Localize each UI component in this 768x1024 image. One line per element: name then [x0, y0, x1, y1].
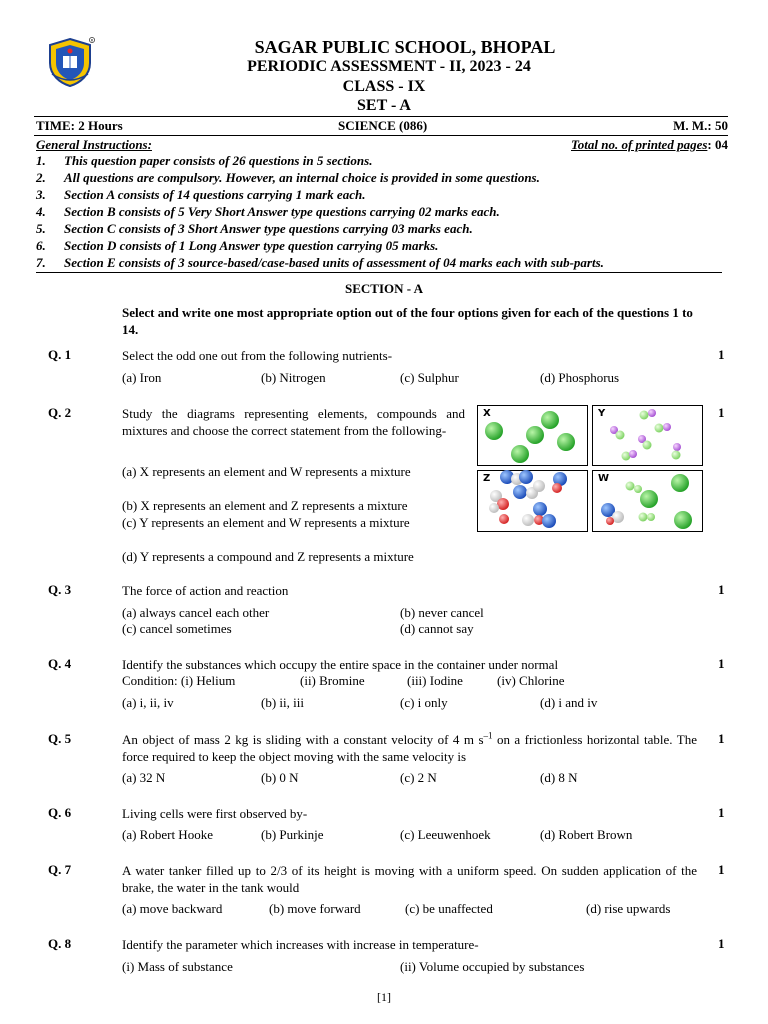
q5-option-c: (c) 2 N [400, 770, 437, 785]
instruction-item: 1. This question paper consists of 26 questions in 5 sections. [36, 153, 373, 168]
exam-title: PERIODIC ASSESSMENT - II, 2023 - 24 [247, 58, 531, 75]
q2-number: Q. 2 [48, 405, 72, 420]
diagram-panel-w [593, 471, 703, 532]
diagram-panel-y [593, 406, 703, 466]
q4-condition-bromine: (ii) Bromine [300, 673, 365, 688]
svg-text:R: R [90, 38, 94, 43]
instruction-item: 4. Section B consists of 5 Very Short Answer type questions carrying 02 marks each. [36, 204, 500, 219]
q8-option-ii: (ii) Volume occupied by substances [400, 959, 585, 974]
instruction-item: 3. Section A consists of 14 questions carrying 1 mark each. [36, 187, 366, 202]
q3-option-a: (a) always cancel each other [122, 605, 270, 620]
q7-marks: 1 [718, 862, 725, 877]
q5-text: An object of mass 2 kg is sliding with a constant velocity of 4 m $s^{-1}$ on a frictionless horizontal table. The force required to keep the object moving with the same velocity is [122, 730, 697, 764]
diagram-label-w: W [598, 473, 610, 484]
q1-number: Q. 1 [48, 347, 72, 362]
q8-text: Identify the parameter which increases with increase in temperature- [122, 937, 479, 952]
instructions-rule [36, 272, 722, 273]
q3-option-b: (b) never cancel [400, 605, 484, 620]
diagram-panel-z [478, 470, 588, 532]
q5-option-b: (b) 0 N [261, 770, 299, 785]
q6-option-a: (a) Robert Hooke [122, 827, 213, 842]
instruction-item: 5. Section C consists of 3 Short Answer type questions carrying 03 marks each. [36, 221, 473, 236]
q6-option-c: (c) Leeuwenhoek [400, 827, 491, 842]
instruction-item: 6. Section D consists of 1 Long Answer type question carrying 05 marks. [36, 238, 439, 253]
q4-option-c: (c) i only [400, 695, 448, 710]
q7-number: Q. 7 [48, 862, 72, 877]
q1-option-d: (d) Phosphorus [540, 370, 620, 385]
printed-pages [571, 137, 728, 153]
header-rule-bottom [34, 135, 728, 136]
instructions-title: General Instructions: [36, 137, 152, 152]
q4-option-a: (a) i, ii, iv [122, 695, 174, 710]
q4-condition-helium: Condition: (i) Helium [122, 673, 236, 688]
q5-option-a: (a) 32 N [122, 770, 166, 785]
q1-marks: 1 [718, 347, 725, 362]
q4-number: Q. 4 [48, 656, 72, 671]
q2-option-b: (b) X represents an element and Z represents a mixture [122, 498, 408, 513]
section-a-title: SECTION - A [344, 281, 424, 296]
diagram-label-x: X [483, 408, 491, 419]
printed-pages-value: : 04 [707, 137, 728, 152]
q6-text: Living cells were first observed by- [122, 806, 308, 821]
q2-option-a: (a) X represents an element and W represents a mixture [122, 464, 411, 479]
q8-number: Q. 8 [48, 936, 72, 951]
q3-text: The force of action and reaction [122, 583, 289, 598]
q1-option-c: (c) Sulphur [400, 370, 459, 385]
q5-option-d: (d) 8 N [540, 770, 578, 785]
q3-option-c: (c) cancel sometimes [122, 621, 232, 636]
q7-option-a: (a) move backward [122, 901, 223, 916]
diagram-label-y: Y [598, 408, 606, 419]
q3-marks: 1 [718, 582, 725, 597]
max-marks: M. M.: 50 [673, 118, 728, 133]
diagram-panel-x [478, 406, 588, 466]
printed-pages-label: Total no. of printed pages [571, 137, 708, 152]
page-number: [1] [377, 990, 391, 1004]
q4-condition-chlorine: (iv) Chlorine [497, 673, 565, 688]
set-title: SET - A [357, 97, 411, 114]
subject-code: SCIENCE (086) [338, 118, 428, 133]
diagram-label-z: Z [483, 473, 491, 484]
q7-option-b: (b) move forward [269, 901, 361, 916]
q2-marks: 1 [718, 405, 725, 420]
q4-text-line1: Identify the substances which occupy the entire space in the container under normal [122, 657, 559, 672]
exam-time: TIME: 2 Hours [36, 118, 123, 133]
q6-number: Q. 6 [48, 805, 72, 820]
q5-marks: 1 [718, 731, 725, 746]
q5-number: Q. 5 [48, 731, 72, 746]
q1-text: Select the odd one out from the following nutrients- [122, 348, 393, 363]
q6-marks: 1 [718, 805, 725, 820]
q7-option-c: (c) be unaffected [405, 901, 493, 916]
section-a-instruction: Select and write one most appropriate option out of the four options given for each of the questions 1 to 14. [122, 305, 693, 337]
q8-marks: 1 [718, 936, 725, 951]
q1-option-b: (b) Nitrogen [261, 370, 326, 385]
q2-text: Study the diagrams representing elements, compounds and mixtures and choose the correct statement from the following- [122, 406, 465, 438]
class-title: CLASS - IX [342, 78, 426, 95]
q3-number: Q. 3 [48, 582, 72, 597]
q2-particle-diagram [477, 405, 703, 532]
instruction-item: 7. Section E consists of 3 source-based/case-based units of assessment of 04 marks each with sub-parts. [36, 255, 604, 270]
q4-condition-iodine: (iii) Iodine [407, 673, 463, 688]
instruction-item: 2. All questions are compulsory. However, an internal choice is provided in some questions. [36, 170, 540, 185]
q7-text: A water tanker filled up to 2/3 of its height is moving with a uniform speed. On sudden application of the brake, the water in the tank would [122, 863, 697, 895]
header-rule-top [34, 116, 728, 117]
q4-option-d: (d) i and iv [540, 695, 598, 710]
q6-option-d: (d) Robert Brown [540, 827, 633, 842]
q6-option-b: (b) Purkinje [261, 827, 324, 842]
q3-option-d: (d) cannot say [400, 621, 474, 636]
school-name: SAGAR PUBLIC SCHOOL, BHOPAL [254, 37, 556, 57]
q8-option-i: (i) Mass of substance [122, 959, 233, 974]
q2-option-c: (c) Y represents an element and W represents a mixture [122, 515, 410, 530]
q4-marks: 1 [718, 656, 725, 671]
q4-option-b: (b) ii, iii [261, 695, 304, 710]
q7-option-d: (d) rise upwards [586, 901, 671, 916]
q2-option-d: (d) Y represents a compound and Z represents a mixture [122, 549, 414, 564]
q1-option-a: (a) Iron [122, 370, 162, 385]
